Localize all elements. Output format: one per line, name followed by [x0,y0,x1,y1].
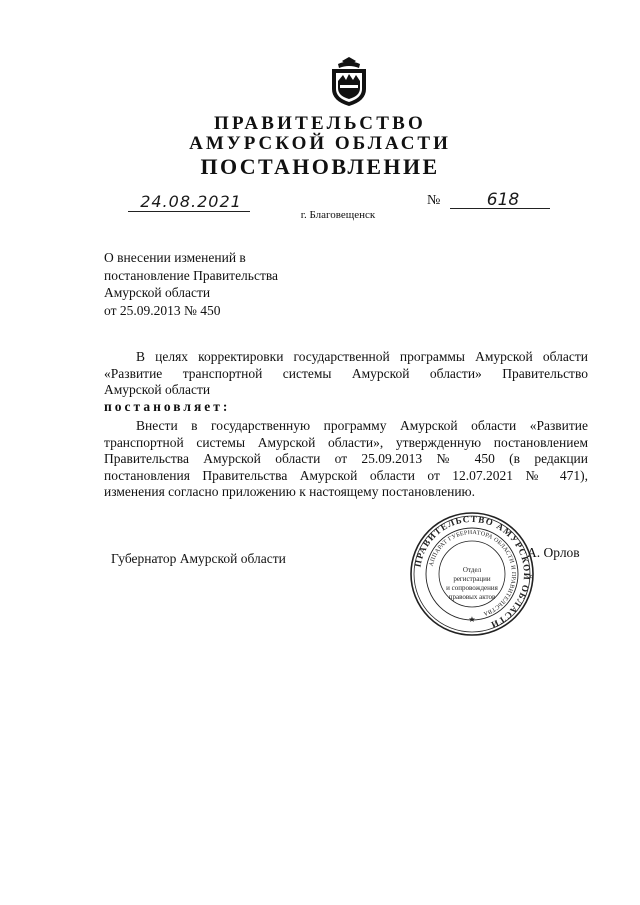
signatory-name: А. Орлов [527,545,580,560]
number-sign: № [427,193,441,208]
preamble-paragraph [104,349,588,415]
coat-of-arms-icon [326,55,372,107]
document-subject [104,249,364,319]
stamp-center-line: регистрации [453,575,491,583]
body-line: Амурской области [104,382,211,397]
document-type-title: ПОСТАНОВЛЕНИЕ [200,154,440,179]
subject-line: О внесении изменений в [104,250,246,265]
body-line: Правительства Амурской области от 25.09.2013 № 450 (в редакции [104,451,588,466]
body-line: транспортной системы Амурской области», утвержденную постановлением [104,434,588,450]
stamp-center-line: и сопровождения [446,584,498,592]
star-icon: ★ [468,615,476,624]
stamp-center-text [440,566,504,602]
document-number: 618 [486,190,520,210]
signatory-position: Губернатор Амурской области [111,551,286,566]
government-title: ПРАВИТЕЛЬСТВО [214,113,426,134]
body-line: «Развитие транспортной системы Амурской области» Правительство [104,365,588,381]
body-line: постановления Правительства Амурской области от 12.07.2021 № 471), [104,467,588,483]
resolves-word: постановляет: [104,398,231,414]
subject-line: от 25.09.2013 № 450 [104,302,221,318]
region-title: АМУРСКОЙ ОБЛАСТИ [189,133,451,154]
subject-line: постановление Правительства [104,267,279,283]
document-date: 24.08.2021 [140,192,242,211]
body-line: В целях корректировки государственной программы Амурской области [136,349,588,364]
stamp-center-line: правовых актов [448,593,496,601]
city-label: г. Благовещенск [300,209,376,221]
subject-line: Амурской области [104,285,211,300]
stamp-center-line: Отдел [462,566,482,574]
stamp-inner-text: АППАРАТ ГУБЕРНАТОРА ОБЛАСТИ И ПРАВИТЕЛЬСТВА [428,529,517,617]
body-line: изменения согласно приложению к настоящему постановлению. [104,484,476,499]
resolution-paragraph [104,418,588,501]
stamp-outer-text: ПРАВИТЕЛЬСТВО АМУРСКОЙ ОБЛАСТИ [412,513,533,631]
body-line: Внести в государственную программу Амурской области «Развитие [136,418,588,433]
